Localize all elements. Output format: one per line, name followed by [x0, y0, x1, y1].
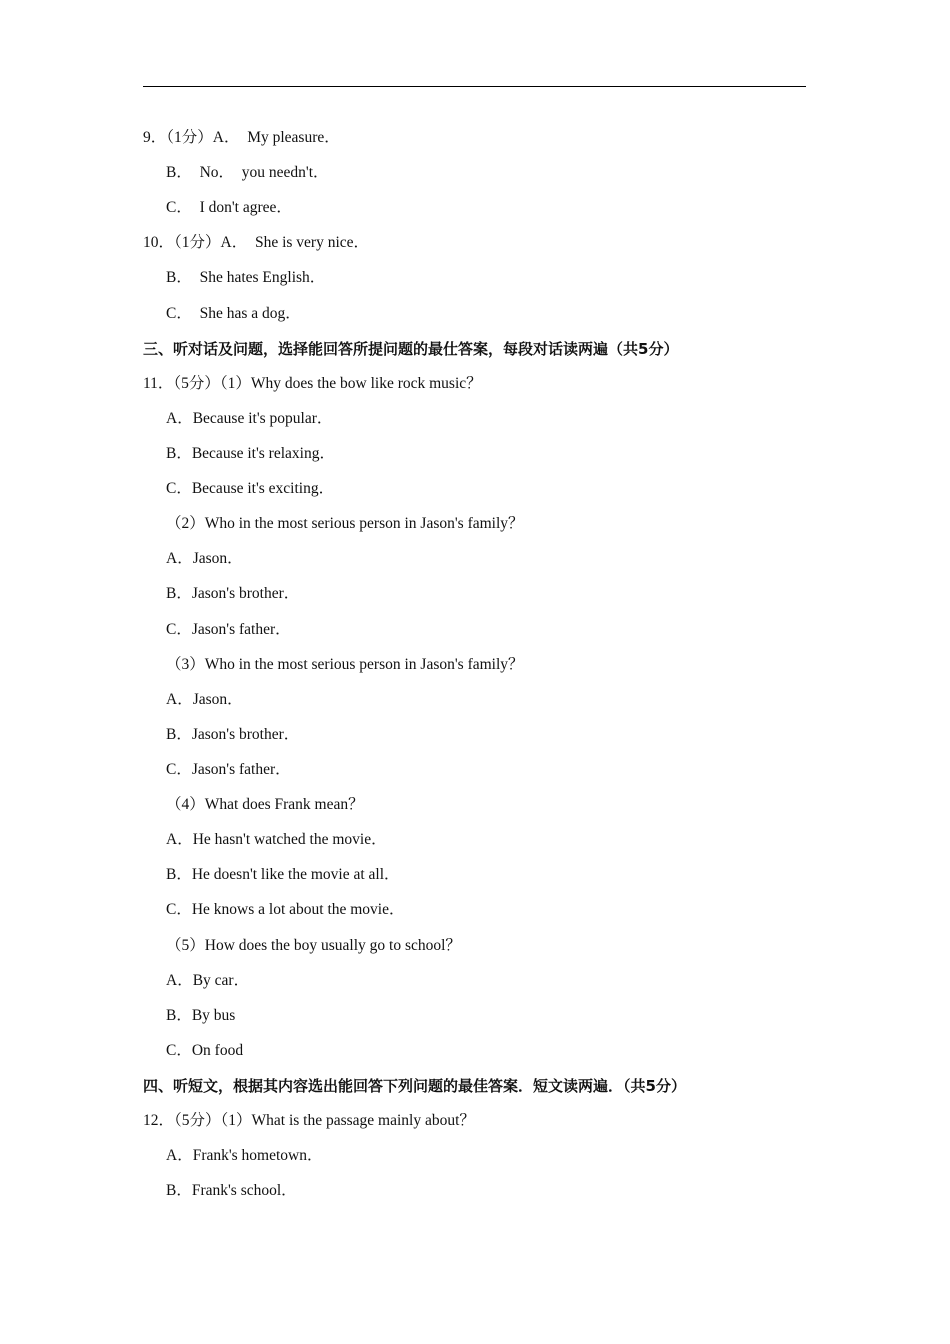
q11-5-option-a: A．By car．	[166, 972, 250, 989]
q9-option-b: B． No． you needn't．	[166, 164, 329, 181]
q11-1-option-b: B．Because it's relaxing．	[166, 445, 335, 462]
q11-2-stem: （2）Who in the most serious person in Jason's family？	[166, 515, 524, 532]
header-rule	[143, 86, 806, 87]
q9-stem: 9．（1分）A． My pleasure．	[143, 129, 340, 146]
section-4-heading: 四、听短文，根据其内容选出能回答下列问题的最佳答案．短文读两遍．（共5分）	[143, 1077, 686, 1095]
q11-4-option-a: A．He hasn't watched the movie．	[166, 831, 387, 848]
q10-stem: 10．（1分）A． She is very nice．	[143, 234, 370, 251]
q11-4-option-b: B．He doesn't like the movie at all．	[166, 866, 400, 883]
q11-5-option-b: B．By bus	[166, 1007, 236, 1024]
q11-2-option-b: B．Jason's brother．	[166, 585, 300, 602]
q11-2-option-a: A．Jason．	[166, 550, 243, 567]
q12-1-option-a: A．Frank's hometown．	[166, 1147, 323, 1164]
q10-option-b: B． She hates English．	[166, 269, 326, 286]
q11-4-option-c: C．He knows a lot about the movie．	[166, 901, 405, 918]
q11-stem: 11．（5分）（1）Why does the bow like rock music？	[143, 375, 482, 392]
q11-1-option-c: C．Because it's exciting．	[166, 480, 335, 497]
q9-option-c: C． I don't agree．	[166, 199, 292, 216]
q11-5-stem: （5）How does the boy usually go to school？	[166, 937, 461, 954]
q10-option-c: C． She has a dog．	[166, 305, 301, 322]
q11-3-stem: （3）Who in the most serious person in Jason's family？	[166, 656, 524, 673]
q11-3-option-b: B．Jason's brother．	[166, 726, 300, 743]
q11-1-option-a: A．Because it's popular．	[166, 410, 333, 427]
q11-2-option-c: C．Jason's father．	[166, 621, 291, 638]
q12-1-option-b: B．Frank's school．	[166, 1182, 297, 1199]
section-3-heading: 三、听对话及问题，选择能回答所提问题的最仕答案，每段对话读两遍（共5分）	[143, 340, 679, 358]
q11-4-stem: （4）What does Frank mean？	[166, 796, 364, 813]
q12-stem: 12．（5分）（1）What is the passage mainly about？	[143, 1112, 475, 1129]
q11-5-option-c: C．On food	[166, 1042, 244, 1059]
q11-3-option-a: A．Jason．	[166, 691, 243, 708]
q11-3-option-c: C．Jason's father．	[166, 761, 291, 778]
